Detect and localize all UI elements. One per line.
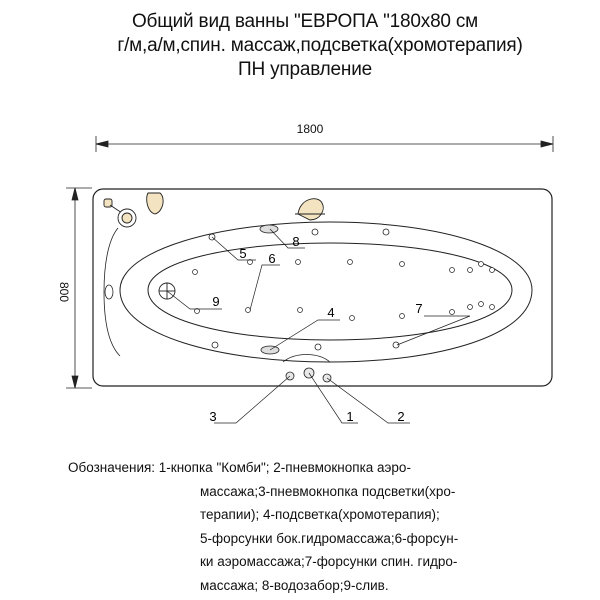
legend-line-6: массажа; 8-водозабор;9-слив. (200, 577, 389, 593)
callout-8: 8 (292, 234, 300, 249)
callout-2: 2 (397, 409, 405, 424)
tub-rim (104, 228, 120, 356)
tub-bowl-inner (148, 243, 512, 340)
control-buttons (283, 355, 331, 383)
callout-leaders (167, 229, 470, 423)
tub-outline (93, 189, 552, 386)
legend-line-4: 5-форсунки бок.гидромассажа;6-форсун- (200, 530, 459, 546)
callout-3: 3 (209, 409, 217, 424)
legend-line-1: Обозначения: 1-кнопка "Комби"; 2-пневмокнопка аэро- (68, 460, 411, 475)
callout-9: 9 (212, 294, 220, 309)
headrest-icon (295, 199, 325, 220)
width-label: 1800 (296, 122, 324, 136)
legend-line-3: терапии); 4-подсветка(хромотерапия); (200, 507, 440, 522)
back-jets (468, 262, 495, 310)
title-line-3: ПН управление (238, 59, 372, 80)
callout-5: 5 (239, 246, 247, 261)
callout-6: 6 (268, 251, 276, 266)
callout-4: 4 (327, 305, 335, 320)
legend-line-5: ки аэромассажа;7-форсунки спин. гидро- (200, 554, 458, 569)
legend (68, 456, 458, 597)
water-intake-icon (260, 225, 278, 233)
callout-1: 1 (346, 409, 354, 424)
legend-line-2: массажа;3-пневмокнопка подсветки(хро- (200, 483, 456, 499)
width-dimension (96, 136, 553, 152)
grab-handle (105, 285, 113, 299)
callout-7: 7 (415, 301, 423, 316)
height-label: 800 (57, 281, 71, 303)
side-jets (209, 229, 399, 350)
title-line-1: Общий вид ванны "ЕВРОПА "180x80 см (131, 11, 479, 32)
faucet-icon (104, 193, 163, 227)
title-line-2: г/м,а/м,спин. массаж,подсветка(хромотерапия) (117, 35, 523, 56)
